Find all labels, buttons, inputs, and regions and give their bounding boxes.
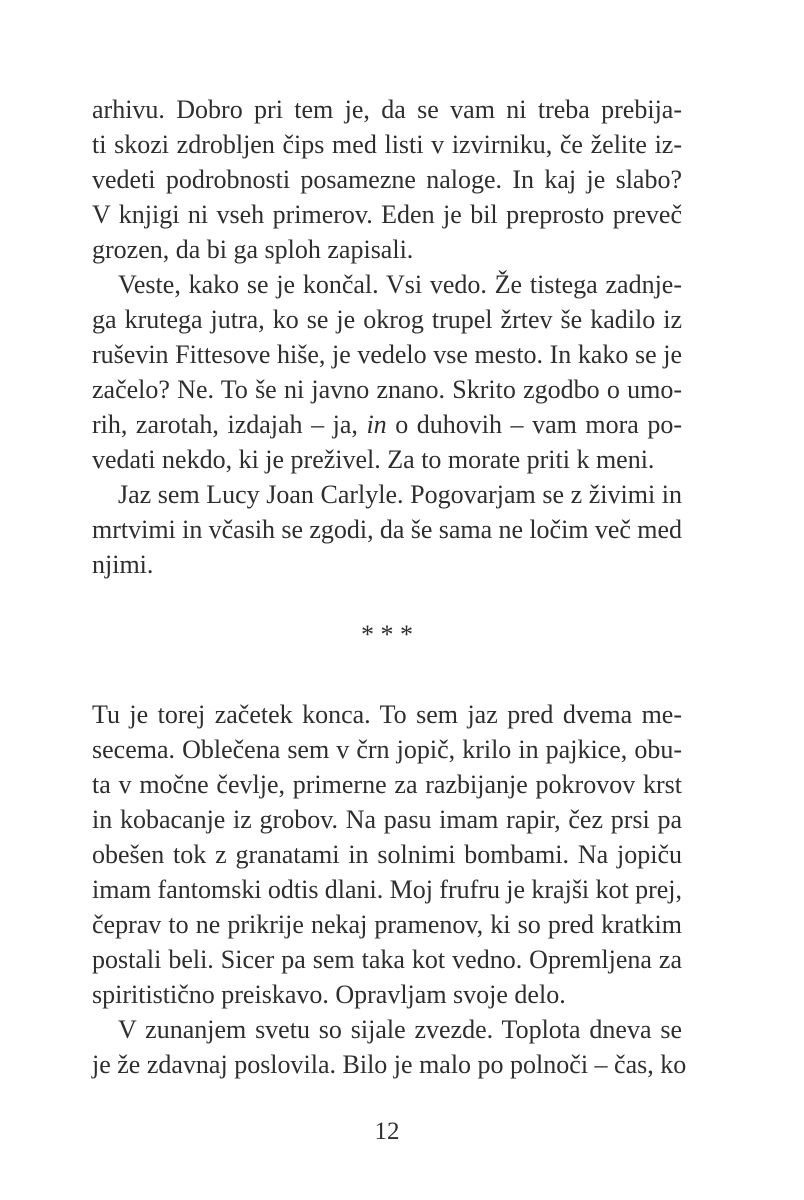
text-line-content [92,165,682,194]
paragraph [92,477,682,582]
text-line-content [92,515,682,544]
text-segment: postali beli. Sicer pa sem taka kot vedno. Opremljena za [92,945,682,974]
text-line-content [92,875,682,904]
text-segment: in kobacanje iz grobov. Na pasu imam rapir, čez prsi pa [92,805,682,834]
text-segment: ta v močne čevlje, primerne za razbijanje pokrovov krst [92,770,682,799]
text-line-content [92,735,682,764]
text-line-content [92,805,682,834]
text-line [92,547,682,582]
text-segment: ga krutega jutra, ko se je okrog trupel žrtev še kadilo iz [92,305,682,334]
text-line [92,267,682,302]
text-segment: vedati nekdo, ki je preživel. Za to morate priti k meni. [92,445,655,474]
text-line [92,127,682,162]
text-line-content [92,445,654,474]
text-line-content [92,1050,686,1079]
text-line [92,802,682,837]
text-line-content [92,550,153,579]
text-line-content [92,840,682,869]
text-line [92,232,682,267]
paragraph [92,697,682,1012]
text-line [92,942,682,977]
text-line [92,1047,687,1082]
text-line [92,977,682,1012]
text-line [92,197,682,232]
paragraph [92,1012,687,1082]
text-line-content [92,910,682,939]
text-segment: obešen tok z granatami in solnimi bombami. Na jopiču [92,840,682,869]
text-line [92,302,682,337]
text-segment: spiritistično preiskavo. Opravljam svoje delo. [92,980,566,1009]
text-segment: Jaz sem Lucy Joan Carlyle. Pogovarjam se z živimi in [118,480,682,509]
text-segment: Tu je torej začetek konca. To sem jaz pred dvema me- [92,700,682,729]
text-line-content [92,95,682,124]
text-line-content [92,945,682,974]
text-segment: Veste, kako se je končal. Vsi vedo. Že tistega zadnje- [118,270,682,299]
text-line [92,337,682,372]
text-segment: grozen, da bi ga sploh zapisali. [92,235,414,264]
text-segment: je že zdavnaj poslovila. Bilo je malo po polnoči – čas, ko [92,1050,687,1079]
text-line [92,837,682,872]
text-line [92,767,682,802]
text-line [92,872,682,907]
text-line-content [92,235,413,264]
italic-word: in [366,410,387,439]
text-line-content [92,700,682,729]
text-segment: secema. Oblečena sem v črn jopič, krilo in pajkice, obu- [92,735,682,764]
text-line [92,442,682,477]
text-body [92,92,687,1082]
text-segment: V knjigi ni vseh primerov. Eden je bil preprosto preveč [92,200,682,229]
text-line [92,907,682,942]
text-line-content [118,270,682,299]
section-separator: * * * [361,620,413,649]
text-line-content [92,980,566,1009]
text-segment: ruševin Fittesove hiše, je vedelo vse mesto. In kako se je [92,340,682,369]
text-line [92,512,682,547]
text-line-content [118,1015,682,1044]
paragraph [92,267,682,477]
text-line-content [92,375,682,404]
text-segment: njimi. [92,550,154,579]
text-line [92,697,682,732]
text-line [92,732,682,767]
page-number: 12 [374,1118,400,1145]
text-line-content [92,305,682,334]
text-segment: ti skozi zdrobljen čips med listi v izvirniku, če želite iz- [92,130,682,159]
text-segment: mrtvimi in včasih se zgodi, da še sama ne ločim več med [92,515,682,544]
text-line-content [92,770,682,799]
text-line [92,1012,682,1047]
text-line [92,407,682,442]
text-segment: o duhovih – vam mora po- [386,410,682,439]
text-line-content [92,200,682,229]
text-line-content [92,130,682,159]
text-line-content [92,410,682,439]
text-segment: rih, zarotah, izdajah – ja, [92,410,367,439]
text-line [92,92,682,127]
paragraph [92,92,682,267]
text-line [92,162,682,197]
text-line [92,372,682,407]
text-segment: imam fantomski odtis dlani. Moj frufru je krajši kot prej, [92,875,682,904]
text-segment: V zunanjem svetu so sijale zvezde. Toplota dneva se [118,1015,682,1044]
text-line-content [92,340,682,369]
text-segment: arhivu. Dobro pri tem je, da se vam ni treba prebija- [92,95,682,124]
text-line [92,477,682,512]
text-segment: čeprav to ne prikrije nekaj pramenov, ki so pred kratkim [92,910,682,939]
text-segment: začelo? Ne. To še ni javno znano. Skrito zgodbo o umo- [92,375,682,404]
text-line-content [118,480,682,509]
text-segment: vedeti podrobnosti posamezne naloge. In kaj je slabo? [92,165,682,194]
